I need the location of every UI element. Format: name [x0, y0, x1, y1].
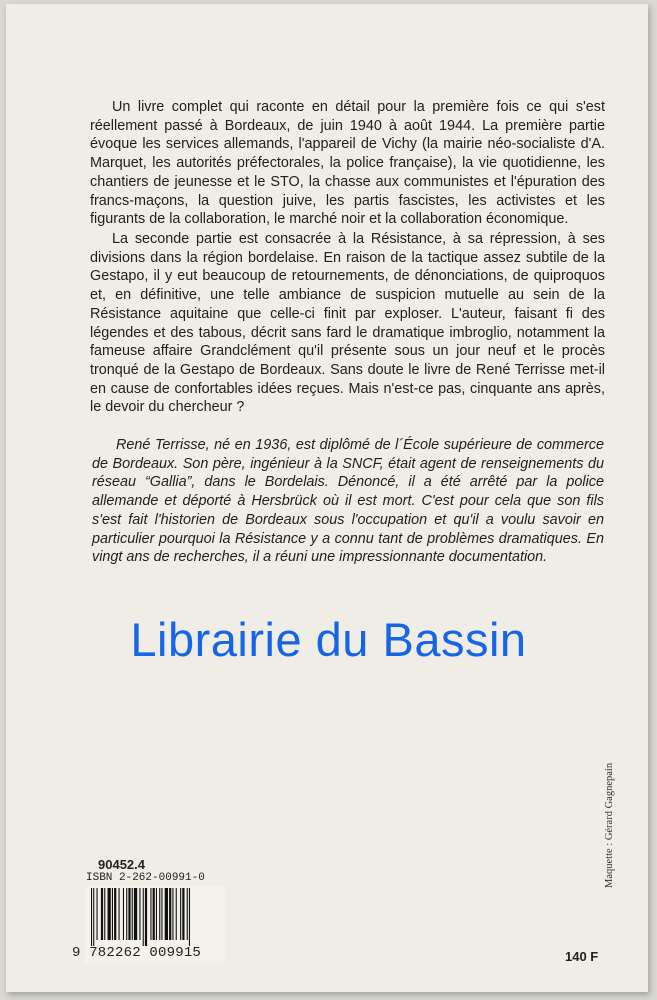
- author-bio: René Terrisse, né en 1936, est diplômé de l´École supérieure de commerce de Bordeaux. Son père, ingénieur à la SNCF, était agent de renseignements du réseau “Gallia”, dans le Bordelais. Dénoncé, il a été arrêté par la police allemande et déporté à Hersbrück où il est mort. C'est pour cela que son fils s'est fait l'historien de Bordeaux sous l'occupation et qu'il a voulu savoir en particulier pourquoi la Résistance y a connu tant de problèmes dramatiques. En vingt ans de recherches, il a réuni une impressionnante documentation.: [92, 437, 604, 566]
- barcode-bar: [134, 888, 137, 940]
- barcode-digits: 9 782262 009915: [72, 945, 202, 961]
- bookstore-watermark: Librairie du Bassin: [130, 613, 527, 666]
- price-label: 140 F: [565, 949, 599, 964]
- barcode-bar: [182, 888, 184, 940]
- barcode-bar: [172, 888, 173, 940]
- barcode-bar: [112, 888, 113, 940]
- barcode-bar: [153, 888, 155, 940]
- barcode-bar: [187, 888, 188, 940]
- barcode-bar: [143, 888, 144, 946]
- barcode-bar: [97, 888, 98, 940]
- barcode-bar: [93, 888, 94, 946]
- isbn-number: ISBN 2-262-00991-0: [86, 872, 205, 884]
- barcode-bar: [180, 888, 181, 940]
- barcode-bar: [165, 888, 168, 940]
- summary-paragraph-1: Un livre complet qui raconte en détail pour la première fois ce qui s'est réellement passé à Bordeaux, de juin 1940 à août 1944. La première partie évoque les services allemands, l'appareil de Vichy (la mairie néo-socialiste d'A. Marquet, les autorités préfectorales, la police française), la vie quotidienne, les chantiers de jeunesse et le STO, la chasse aux communistes et l'épuration des francs-maçons, la question juive, les partis fascistes, les activistes et les figurants de la collaboration, le marché noir et la collaboration économique.: [90, 99, 605, 228]
- barcode-bar: [119, 888, 120, 940]
- barcode-bar: [150, 888, 151, 940]
- reference-code: 90452.4: [98, 857, 145, 872]
- barcode-bar: [104, 888, 105, 940]
- barcode-bar: [156, 888, 157, 940]
- barcode-bars: [85, 886, 225, 946]
- barcode-bar: [169, 888, 171, 940]
- barcode-bar: [161, 888, 162, 940]
- barcode-bar: [101, 888, 103, 940]
- barcode-bar: [176, 888, 177, 940]
- barcode-bar: [123, 888, 124, 940]
- barcode-bar: [126, 888, 127, 940]
- barcode-bar: [145, 888, 147, 946]
- barcode-bar: [108, 888, 111, 940]
- barcode-bar: [91, 888, 92, 946]
- design-credit: Maquette : Gérard Gagnepain: [604, 762, 615, 888]
- barcode-bar: [128, 888, 130, 940]
- summary-paragraph-2: La seconde partie est consacrée à la Résistance, à sa répression, à ses divisions dans la région bordelaise. En raison de la tactique assez subtile de la Gestapo, il y eut beaucoup de retournements, de dénonciations, de quiproquos et, en définitive, une telle ambiance de suspicion mutuelle au sein de la Résistance aquitaine que celle-ci finit par exploser. L'auteur, faisant fi des légendes et des tabous, décrit sans fard le dramatique imbroglio, notamment la fameuse affaire Grandclément qu'il présente sous un jour neuf et le procès tronqué de la Gestapo de Bordeaux. Sans doute le livre de René Terrisse met-il en cause de confortables idées reçues. Mais n'est-ce pas, cinquante ans après, le devoir du chercheur ?: [90, 231, 605, 416]
- barcode-bar: [189, 888, 190, 946]
- barcode-bar: [132, 888, 133, 940]
- barcode-bar: [159, 888, 160, 940]
- barcode-bar: [139, 888, 140, 940]
- barcode-bar: [114, 888, 116, 940]
